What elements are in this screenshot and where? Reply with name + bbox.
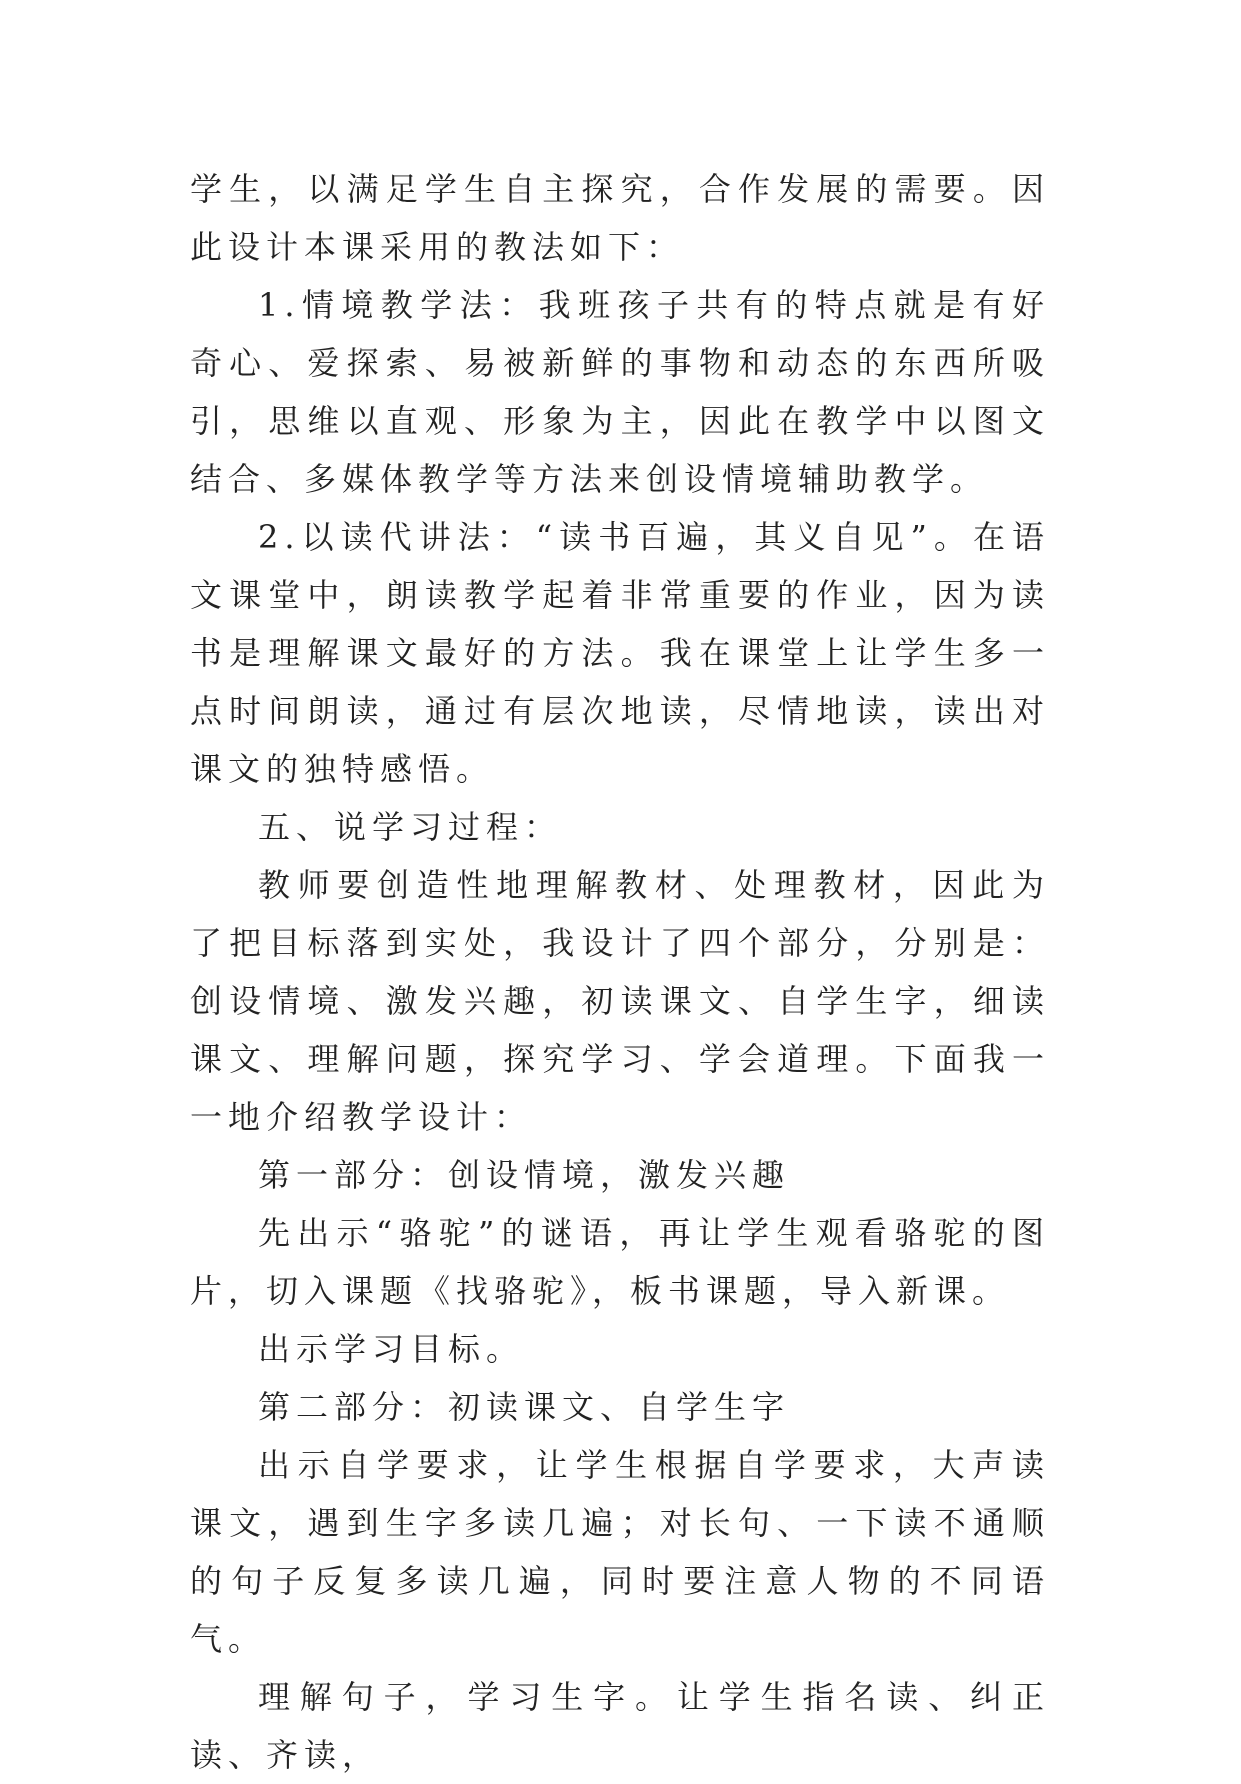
paragraph-8: 出示学习目标。 — [258, 1330, 525, 1368]
section-heading-5: 五、说学习过程： — [258, 808, 563, 846]
paragraph-5: 教师要创造性地理解教材、处理教材，因此为了把目标落到实处，我设计了四个部分，分别是：创设情境、激发兴趣，初读课文、自学生字，细读课文、理解问题，探究学习、学会道理。下面我一一地介绍教学设计： — [190, 866, 1050, 1136]
paragraph-3: 2.以读代讲法：“读书百遍，其义自见”。在语文课堂中，朗读教学起着非常重要的作业，因为读书是理解课文最好的方法。我在课堂上让学生多一点时间朗读，通过有层次地读，尽情地读，读出对课文的独特感悟。 — [190, 518, 1050, 788]
paragraph-2: 1.情境教学法：我班孩子共有的特点就是有好奇心、爱探索、易被新鲜的事物和动态的东西所吸引，思维以直观、形象为主，因此在教学中以图文结合、多媒体教学等方法来创设情境辅助教学。 — [190, 286, 1050, 498]
part-heading-2: 第二部分：初读课文、自学生字 — [258, 1388, 791, 1426]
paragraph-1: 学生，以满足学生自主探究，合作发展的需要。因此设计本课采用的教法如下： — [190, 170, 1050, 266]
paragraph-7: 先出示“骆驼”的谜语，再让学生观看骆驼的图片，切入课题《找骆驼》，板书课题，导入新课。 — [190, 1214, 1050, 1310]
document-body — [190, 160, 1050, 1784]
paragraph-11: 理解句子，学习生字。让学生指名读、纠正读、齐读， — [190, 1678, 1050, 1774]
paragraph-10: 出示自学要求，让学生根据自学要求，大声读课文，遇到生字多读几遍；对长句、一下读不通顺的句子反复多读几遍，同时要注意人物的不同语气。 — [190, 1446, 1050, 1658]
part-heading-1: 第一部分：创设情境，激发兴趣 — [258, 1156, 791, 1194]
